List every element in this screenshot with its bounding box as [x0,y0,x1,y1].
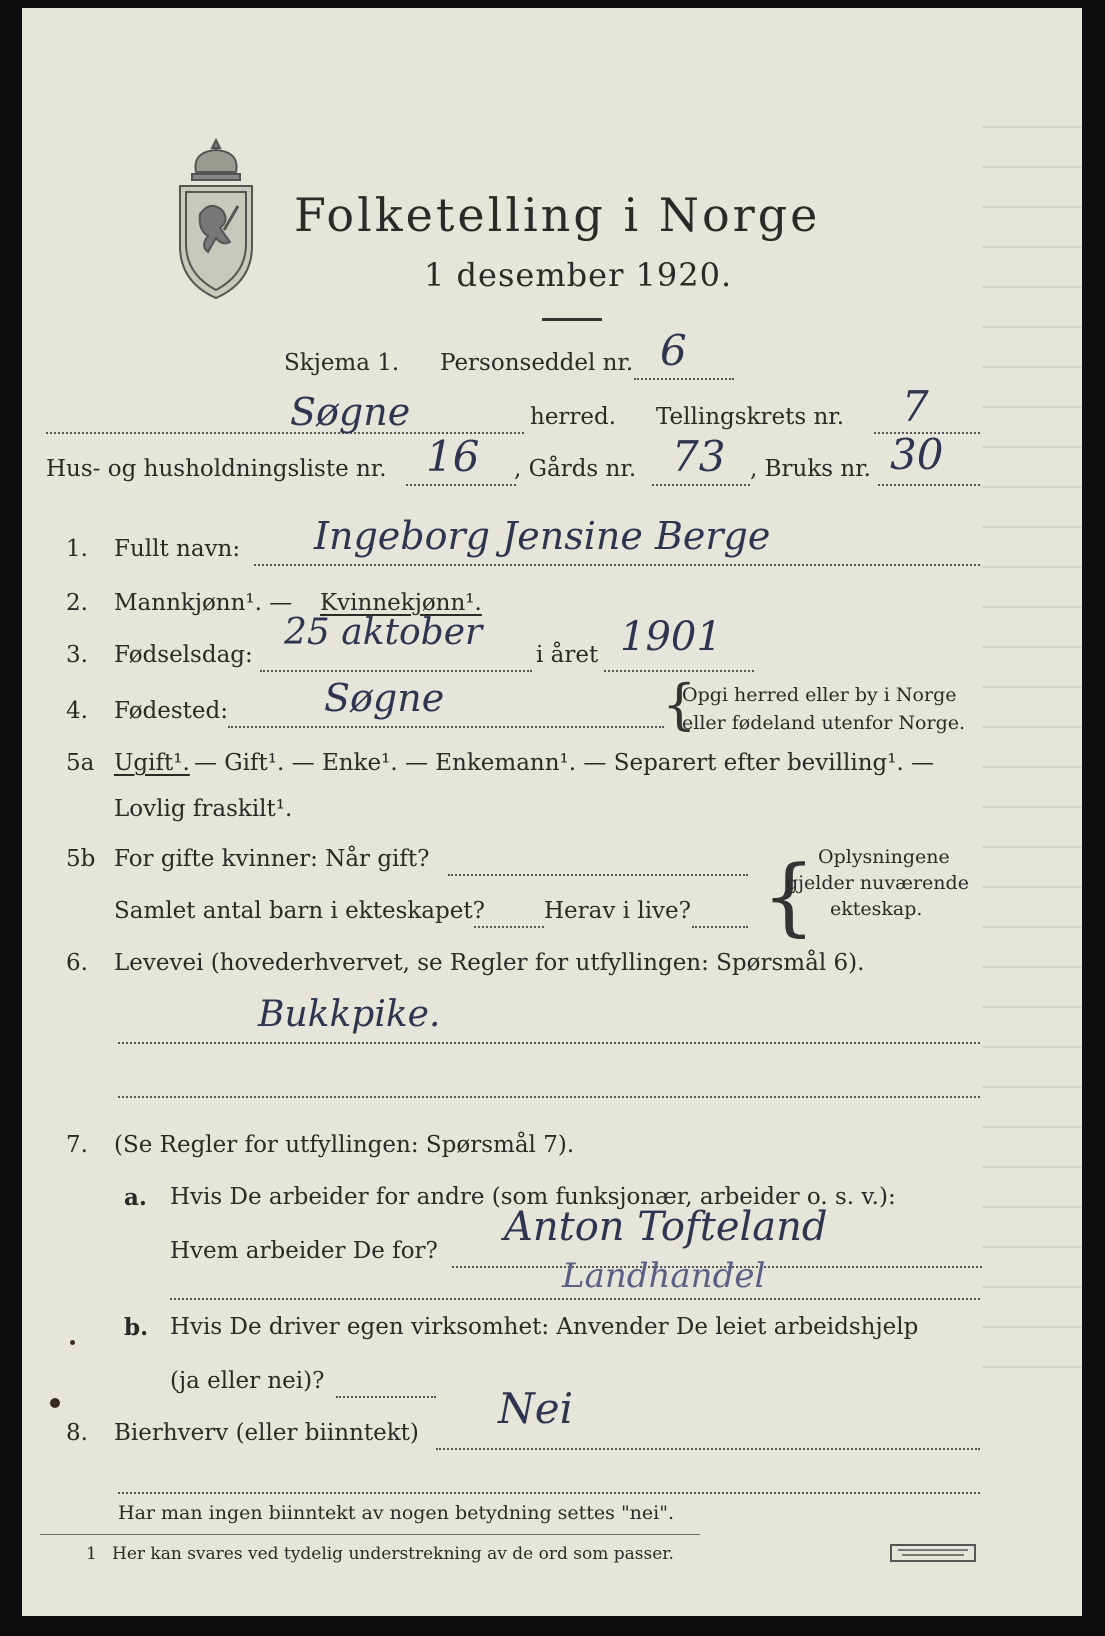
gards-label: , Gårds nr. [514,456,637,482]
q5b-married-line [448,874,748,876]
q3-number: 3. [66,642,88,668]
q5b-note-line3: ekteskap. [830,898,923,920]
q4-line [228,726,664,728]
full-name-value[interactable]: Ingeborg Jensine Berge [314,514,771,558]
q7a-label2: Hvem arbeider De for? [170,1238,438,1264]
q5a-lovlig-fraskilt[interactable]: Lovlig fraskilt¹. [114,796,293,822]
employer-value[interactable]: Anton Tofteland [504,1204,828,1250]
q1-line [254,564,980,566]
q2-number: 2. [66,590,88,616]
q7a-letter: a. [124,1184,147,1211]
q4-note-line1: Opgi herred eller by i Norge [682,684,957,706]
footnote-mark: 1 [86,1544,97,1564]
census-form-sheet [22,8,1082,1616]
q5a-ugift-option[interactable]: Ugift¹. [114,750,190,776]
q7b-label1: Hvis De driver egen virksomhet: Anvender De leiet arbeidshjelp [170,1314,919,1340]
printer-stamp-icon [890,1544,976,1562]
q6-line2 [118,1096,980,1098]
q4-note-line2: eller fødeland utenfor Norge. [682,712,966,734]
herred-value[interactable]: Søgne [290,390,411,434]
birthplace-value[interactable]: Søgne [324,676,445,720]
herred-label: herred. [530,404,617,430]
q2-female-option[interactable]: Kvinnekjønn¹. [320,590,482,616]
q3-year-label: i året [536,642,599,668]
occupation-value[interactable]: Bukkpike. [258,994,441,1035]
q7-number: 7. [66,1132,88,1158]
q5b-label-children: Samlet antal barn i ekteskapet? [114,898,485,924]
q6-line1 [118,1042,980,1044]
employer-business-value[interactable]: Landhandel [562,1256,766,1296]
q5b-number: 5b [66,846,96,872]
q1-label: Fullt navn: [114,536,241,562]
q7a-line2 [170,1298,980,1300]
tellingskrets-label: Tellingskrets nr. [656,404,845,430]
q8-line [436,1448,980,1450]
q3-year-line [604,670,754,672]
q7a-label1: Hvis De arbeider for andre (som funksjonær, arbeider o. s. v.): [170,1184,896,1210]
personseddel-value[interactable]: 6 [660,326,687,375]
q6-number: 6. [66,950,88,976]
q5b-label-married: For gifte kvinner: Når gift? [114,846,430,872]
bruks-value[interactable]: 30 [890,430,944,479]
gards-value[interactable]: 73 [672,432,726,481]
bruks-line [878,484,980,486]
form-title: Folketelling i Norge [294,188,821,242]
husliste-value[interactable]: 16 [426,432,480,481]
q4-brace: { [662,673,697,736]
tellingskrets-value[interactable]: 7 [902,382,929,431]
norwegian-coat-of-arms-icon [170,134,262,304]
census-date: 1 desember 1920. [424,256,733,294]
birth-year-value[interactable]: 1901 [620,614,722,660]
q5b-alive-line [692,926,748,928]
q2-male-option[interactable]: Mannkjønn¹. — [114,590,293,616]
q7-label: (Se Regler for utfyllingen: Spørsmål 7). [114,1132,575,1158]
q3-label: Fødselsdag: [114,642,253,668]
birth-date-value[interactable]: 25 aktober [284,612,483,653]
q5a-other-options[interactable]: — Gift¹. — Enke¹. — Enkemann¹. — Separert efter bevilling¹. — [194,750,935,776]
q5b-brace: { [762,847,816,945]
bleed-through-shadow [982,88,1082,1388]
q8-number: 8. [66,1420,88,1446]
q5b-label-alive: Herav i live? [544,898,691,924]
q8-line2 [118,1492,980,1494]
bruks-label: , Bruks nr. [750,456,871,482]
husliste-line [406,484,516,486]
personseddel-line [634,378,734,380]
q4-number: 4. [66,698,88,724]
gards-line [652,484,750,486]
q7b-line [336,1396,436,1398]
q6-label: Levevei (hovederhvervet, se Regler for utfyllingen: Spørsmål 6). [114,950,865,976]
q7b-letter: b. [124,1314,149,1341]
title-divider [542,318,602,321]
q5a-number: 5a [66,750,95,776]
footnote-divider [40,1534,700,1535]
footer-note: Har man ingen biinntekt av nogen betydning settes "nei". [118,1502,675,1524]
q4-label: Fødested: [114,698,229,724]
q8-label: Bierhverv (eller biinntekt) [114,1420,419,1446]
footnote-text: Her kan svares ved tydelig understrekning av de ord som passer. [112,1544,674,1564]
q5b-note-line1: Oplysningene [818,846,950,868]
q5b-children-line [474,926,544,928]
q3-line [260,670,532,672]
q1-number: 1. [66,536,88,562]
side-income-value[interactable]: Nei [498,1384,574,1433]
q7b-label2: (ja eller nei)? [170,1368,325,1394]
ink-spot [50,1398,60,1408]
ink-dot [70,1340,75,1345]
schema-label: Skjema 1. [284,350,400,376]
personseddel-label: Personseddel nr. [440,350,634,376]
q5b-note-line2: gjelder nuværende [786,872,969,894]
husliste-label: Hus- og husholdningsliste nr. [46,456,387,482]
